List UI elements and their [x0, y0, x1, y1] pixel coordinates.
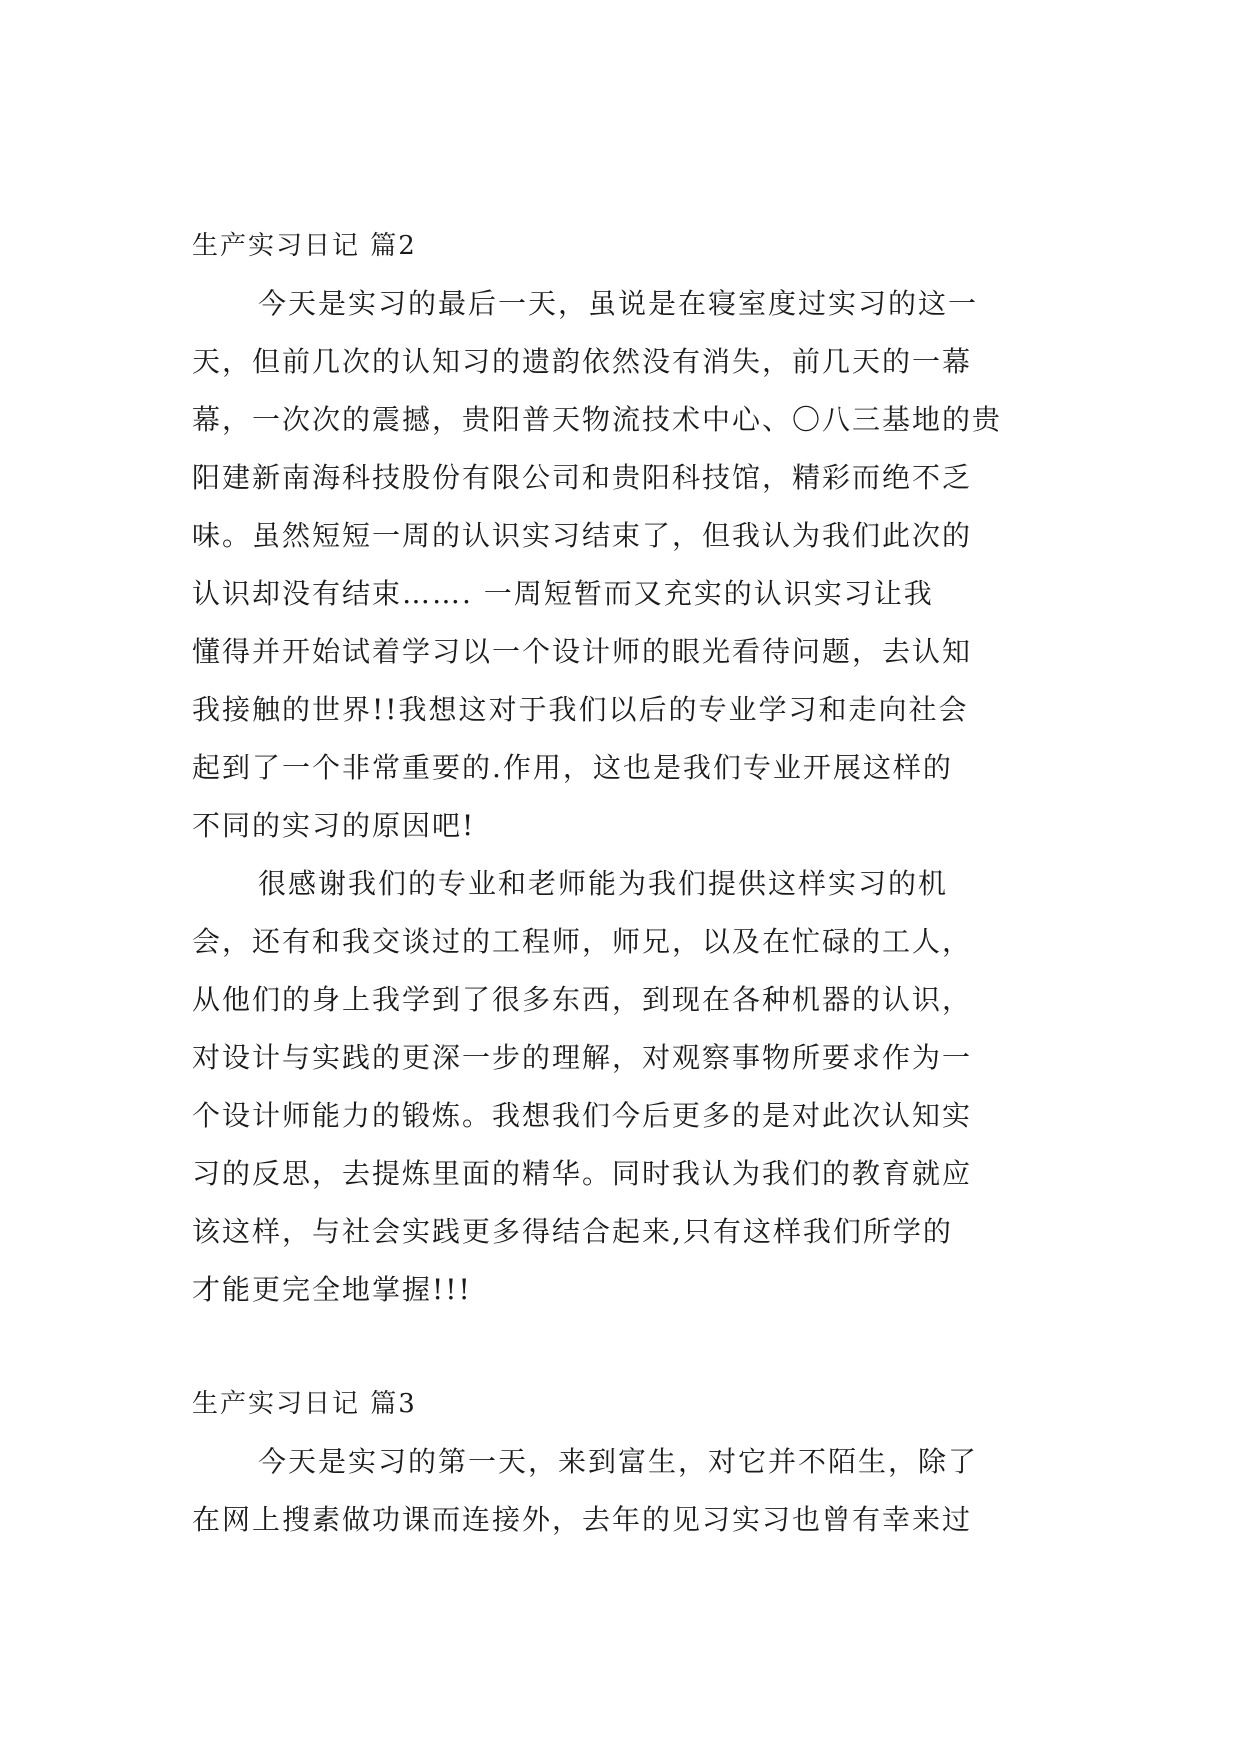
paragraph-line: 幕，一次次的震撼，贵阳普天物流技术中心、〇八三基地的贵 — [192, 403, 1003, 436]
paragraph-line: 味。虽然短短一周的认识实习结束了，但我认为我们此次的 — [192, 519, 973, 552]
section-heading-2: 生产实习日记 篇2 — [192, 231, 417, 261]
paragraph-line: 起到了一个非常重要的.作用，这也是我们专业开展这样的 — [192, 751, 953, 784]
paragraph-line: 在网上搜素做功课而连接外，去年的见习实习也曾有幸来过 — [192, 1503, 973, 1536]
paragraph-line: 对设计与实践的更深一步的理解，对观察事物所要求作为一 — [192, 1041, 973, 1074]
paragraph-line: 今天是实习的最后一天，虽说是在寝室度过实习的这一 — [258, 287, 979, 320]
paragraph-line: 懂得并开始试着学习以一个设计师的眼光看待问题，去认知 — [192, 635, 973, 668]
paragraph-line: 很感谢我们的专业和老师能为我们提供这样实习的机 — [258, 867, 949, 900]
paragraph-line: 认识却没有结束……. 一周短暂而又充实的认识实习让我 — [192, 577, 934, 610]
paragraph-line: 阳建新南海科技股份有限公司和贵阳科技馆，精彩而绝不乏 — [192, 461, 973, 494]
paragraph-line: 习的反思，去提炼里面的精华。同时我认为我们的教育就应 — [192, 1157, 973, 1190]
paragraph-line: 会，还有和我交谈过的工程师，师兄，以及在忙碌的工人， — [192, 925, 973, 958]
section-heading-3: 生产实习日记 篇3 — [192, 1389, 417, 1419]
paragraph-line: 才能更完全地掌握!!! — [192, 1273, 472, 1306]
paragraph-line: 个设计师能力的锻炼。我想我们今后更多的是对此次认知实 — [192, 1099, 973, 1132]
paragraph-line: 天，但前几次的认知习的遗韵依然没有消失，前几天的一幕 — [192, 345, 973, 378]
paragraph-line: 该这样，与社会实践更多得结合起来,只有这样我们所学的 — [192, 1215, 953, 1248]
paragraph-line: 今天是实习的第一天，来到富生，对它并不陌生，除了 — [258, 1445, 979, 1478]
paragraph-line: 从他们的身上我学到了很多东西，到现在各种机器的认识， — [192, 983, 973, 1016]
paragraph-line: 不同的实习的原因吧! — [192, 809, 476, 842]
paragraph-line: 我接触的世界!!我想这对于我们以后的专业学习和走向社会 — [192, 693, 969, 726]
